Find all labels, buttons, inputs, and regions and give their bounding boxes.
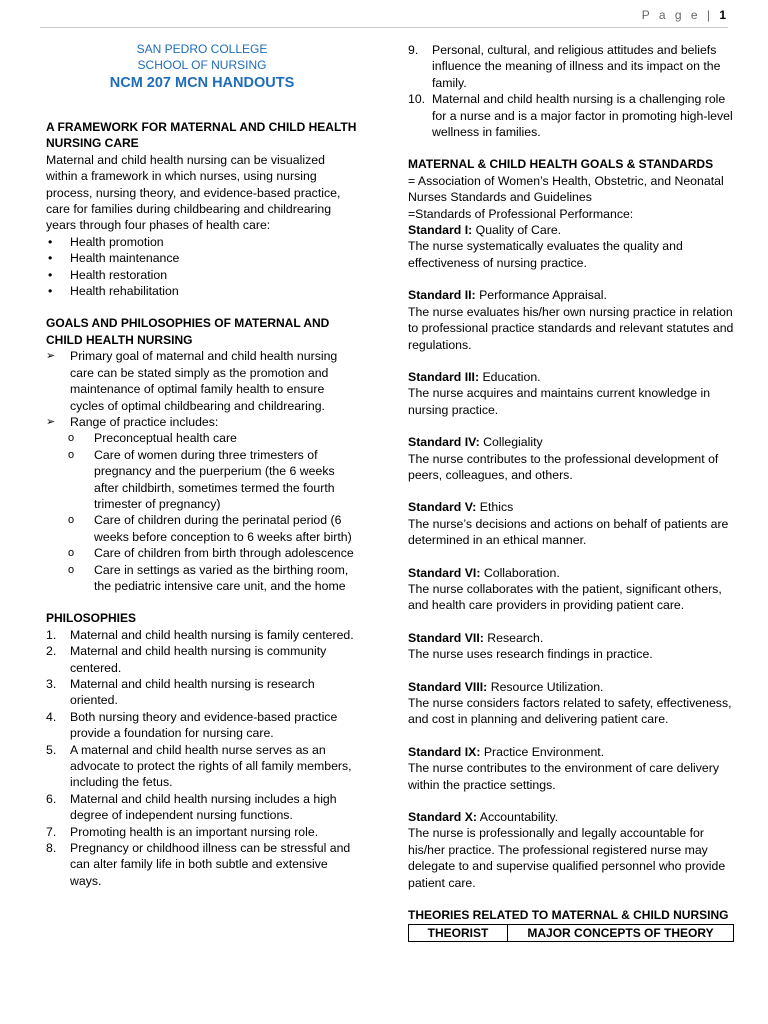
range-of-practice — [46, 414, 358, 594]
standard-item: Standard X: Accountability. The nurse is professionally and legally accountable for his/her practice. The professional registered nurse may delegate to and supervise qualified personnel who provide patient care. — [408, 810, 726, 890]
list-item: 8. Pregnancy or childhood illness can be stressful and can alter family life in both subtle and extensive ways. — [46, 841, 351, 888]
philosophies-list-continued — [408, 42, 734, 140]
list-item: 2. Maternal and child health nursing is community centered. — [46, 644, 327, 675]
theories-table — [408, 924, 734, 942]
list-item: • Health restoration — [46, 267, 358, 283]
list-item: 5. A maternal and child health nurse serves as an advocate to protect the rights of all family members, including the fetus. — [46, 742, 352, 790]
goals-standards-heading: MATERNAL & CHILD HEALTH GOALS & STANDARDS — [408, 157, 714, 172]
list-item: o Preconceptual health care — [46, 430, 358, 446]
phases-list — [46, 234, 358, 300]
list-item: 10. Maternal and child health nursing is a challenging role for a nurse and is a major factor in promoting high-level wellness in families. — [408, 92, 733, 140]
primary-goal: ➢ Primary goal of maternal and child health nursing care can be stated simply as the promotion and maintenance of optimal family health to ensure cycles of optimal childbearing and childrearing. — [46, 348, 358, 414]
list-item: 6. Maternal and child health nursing includes a high degree of independent nursing functions. — [46, 791, 337, 823]
philosophies-heading: PHILOSOPHIES — [46, 611, 137, 626]
theorist-column-header: THEORIST — [409, 925, 508, 942]
standard-item: Standard I: Quality of Care. The nurse systematically evaluates the quality and effectiveness of nursing practice. — [408, 223, 683, 270]
page-label: P a g e — [641, 8, 701, 22]
standard-item: Standard IV: Collegiality The nurse contributes to the professional development of peers, colleagues, and others. — [408, 435, 719, 482]
range-label: Range of practice includes: — [70, 414, 219, 429]
list-item: o Care of children from birth through adolescence — [46, 545, 358, 561]
list-item: • Health maintenance — [46, 250, 358, 266]
standard-item: Standard VII: Research. The nurse uses research findings in practice. — [408, 630, 653, 662]
school-name: SCHOOL OF NURSING — [137, 57, 267, 72]
concepts-column-header: MAJOR CONCEPTS OF THEORY — [508, 925, 734, 942]
list-item: 7. Promoting health is an important nursing role. — [46, 824, 319, 839]
list-item: o Care of women during three trimesters of pregnancy and the puerperium (the 6 weeks after childbirth, sometimes termed the fourth trimester of pregnancy) — [46, 447, 358, 513]
standard-item: Standard IX: Practice Environment. The nurse contributes to the environment of care delivery within the practice settings. — [408, 744, 720, 792]
page-number: P a g e | 1 — [641, 8, 726, 22]
goals-heading: GOALS AND PHILOSOPHIES OF MATERNAL AND CHILD HEALTH NURSING — [46, 316, 330, 347]
standard-item: Standard V: Ethics The nurse’s decisions and actions on behalf of patients are determined in an ethical manner. — [408, 500, 729, 548]
list-item: • Health rehabilitation — [46, 283, 358, 299]
standards-line: =Standards of Professional Performance: — [408, 206, 634, 221]
document-title: NCM 207 MCN HANDOUTS — [109, 75, 295, 91]
standard-item: Standard III: Education. The nurse acquires and maintains current knowledge in nursing practice. — [408, 369, 711, 417]
college-name: SAN PEDRO COLLEGE — [136, 42, 268, 56]
list-item: o Care in settings as varied as the birthing room, the pediatric intensive care unit, and the home — [46, 562, 358, 595]
range-list — [46, 430, 358, 594]
goals-list — [46, 348, 358, 594]
philosophies-list — [46, 627, 358, 890]
list-item: 9. Personal, cultural, and religious attitudes and beliefs influence the meaning of illness and its impact on the family. — [408, 43, 721, 90]
right-column — [408, 42, 734, 942]
page-number-value: 1 — [719, 8, 726, 22]
awhonn-line: = Association of Women’s Health, Obstetric, and Neonatal Nurses Standards and Guidelines — [408, 173, 724, 205]
list-item: 4. Both nursing theory and evidence-based practice provide a foundation for nursing care. — [46, 709, 338, 741]
standard-item: Standard VI: Collaboration. The nurse collaborates with the patient, significant others, and health care providers in providing patient care. — [408, 565, 722, 613]
list-item: 3. Maternal and child health nursing is research oriented. — [46, 677, 315, 708]
list-item: o Care of children during the perinatal period (6 weeks before conception to 6 weeks after birth) — [46, 512, 358, 545]
standard-item: Standard II: Performance Appraisal. The nurse evaluates his/her own nursing practice in relation to professional practice standards and relevant statutes and regulations. — [408, 288, 734, 352]
list-item: • Health promotion — [46, 234, 358, 250]
header-rule — [40, 27, 728, 28]
framework-body: Maternal and child health nursing can be visualized within a framework in which nurses, using nursing process, nursing theory, and evidence-based practice, care for families during childbearing and childrearing years through four phases of health care: — [46, 152, 341, 233]
framework-heading: A FRAMEWORK FOR MATERNAL AND CHILD HEALTH NURSING CARE — [46, 120, 357, 151]
standard-item: Standard VIII: Resource Utilization. The nurse considers factors related to safety, effectiveness, and cost in planning and delivering patient care. — [408, 679, 732, 727]
left-column — [46, 42, 358, 889]
theories-heading: THEORIES RELATED TO MATERNAL & CHILD NURSING — [408, 908, 729, 923]
list-item: 1. Maternal and child health nursing is family centered. — [46, 627, 354, 642]
